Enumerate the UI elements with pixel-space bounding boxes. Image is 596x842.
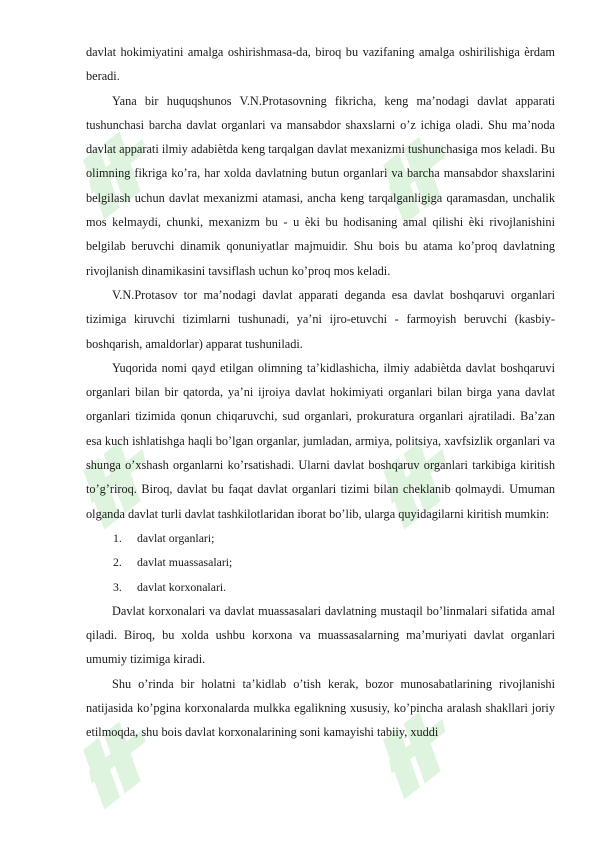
list-item-number: 3.: [113, 579, 122, 594]
list-item: [86, 526, 555, 550]
list-item-number: 1.: [113, 530, 122, 545]
paragraph: Davlat korxonalari va davlat muassasalari davlatning mustaqil bo’linmalari sifatida amal qiladi. Biroq, bu xolda ushbu korxona va muassasalarning ma’muriyati davlat organlari umumiy tizimiga kiradi.: [86, 603, 555, 667]
list-item: [86, 575, 555, 599]
list-item-text: davlat muassasalari;: [137, 555, 233, 570]
paragraph: V.N.Protasov tor ma’nodagi davlat apparati deganda esa davlat boshqaruvi organlari tizimiga kiruvchi tizimlarni tushunadi, ya’ni ijro-etuvchi - farmoyish beruvchi (kasbiy-boshqarish, amaldorlar) apparat tushuniladi.: [86, 287, 555, 351]
list-item-text: davlat organlari;: [137, 530, 215, 545]
paragraph: Yana bir huquqshunos V.N.Protasovning fikricha, keng ma’nodagi davlat apparati tushunchasi barcha davlat organlari va mansabdor shaxslarni o’z ichiga oladi. Shu ma’noda davlat apparati ilmiy adabiѐtda keng tarqalgan davlat mexanizmi tushunchasiga mos keladi. Bu olimning fikriga ko’ra, har xolda davlatning butun organlari va barcha mansabdor shaxslarini belgilash uchun davlat mexanizmi atamasi, ancha keng tarqalganligiga qaramasdan, unchalik mos kelmaydi, chunki, mexanizm bu - u ѐki bu hodisaning amal qilishi ѐki rivojlanishini belgilab beruvchi dinamik qonuniyatlar majmuidir. Shu bois bu atama ko’proq davlatning rivojlanish dinamikasini tavsiflash uchun ko’proq mos keladi.: [86, 93, 555, 278]
paragraph-continuation: davlat hokimiyatini amalga oshirishmasa-da, biroq bu vazifaning amalga oshirilishiga ѐrdam beradi.: [86, 45, 555, 84]
document-page: [86, 40, 555, 745]
list-item-number: 2.: [113, 555, 122, 570]
organization-list: [86, 526, 555, 599]
paragraph: Yuqorida nomi qayd etilgan olimning ta’kidlashicha, ilmiy adabiѐtda davlat boshqaruvi organlari bilan bir qatorda, ya’ni ijroiya davlat hokimiyati organlari bilan birga yana davlat organlari tizimida qonun chiqaruvchi, sud organlari, prokuratura organlari ajratiladi. Ba’zan esa kuch ishlatishga haqli bo’lgan organlar, jumladan, armiya, politsiya, xavfsizlik organlari va shunga o’xshash organlarni ko’rsatishadi. Ularni davlat boshqaruv organlari tarkibiga kiritish to’g’riroq. Biroq, davlat bu faqat davlat organlari tizimi bilan cheklanib qolmaydi. Umuman olganda davlat turli davlat tashkilotlaridan iborat bo’lib, ularga quyidagilarni kiritish mumkin:: [86, 360, 555, 521]
list-item: [86, 550, 555, 574]
list-item-text: davlat korxonalari.: [137, 579, 227, 594]
paragraph: Shu o’rinda bir holatni ta’kidlab o’tish kerak, bozor munosabatlarining rivojlanishi natijasida ko’pgina korxonalarda mulkka egalikning xususiy, ko’pincha aralash shakllari joriy etilmoqda, shu bois davlat korxonalarining soni kamayishi tabiiy, xuddi: [86, 676, 555, 740]
